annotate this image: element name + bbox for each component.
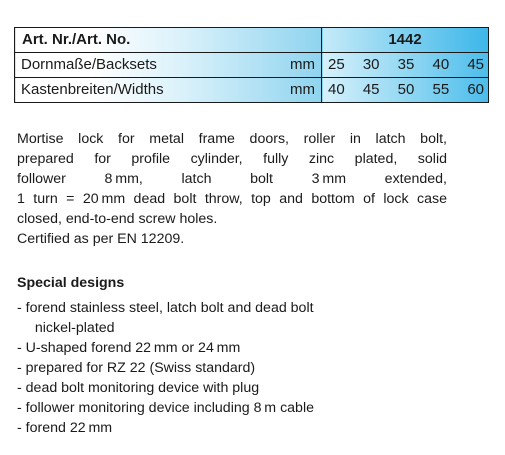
list-item: - U-shaped forend 22 mm or 24 mm (17, 340, 241, 356)
backsets-label-cell (15, 53, 322, 78)
widths-label-cell (15, 78, 322, 103)
widths-values-cell (322, 78, 489, 103)
backset-value: 25 (328, 56, 345, 73)
table-row-backsets (15, 53, 489, 78)
width-value: 60 (467, 81, 484, 98)
backset-value: 35 (397, 56, 415, 73)
list-item: - prepared for RZ 22 (Swiss standard) (17, 360, 256, 376)
list-item: - dead bolt monitoring device with plug (17, 380, 260, 396)
width-value: 55 (432, 81, 450, 98)
description-line: follower 8 mm, latch bolt 3 mm extended, (17, 171, 447, 187)
backsets-unit: mm (290, 56, 315, 73)
table-header-row (15, 28, 489, 53)
width-value: 50 (397, 81, 415, 98)
widths-label: Kastenbreiten/Widths (21, 81, 164, 98)
list-item: - follower monitoring device including 8 m cable (17, 400, 314, 416)
description-line: 1 turn = 20 mm dead bolt throw, top and bottom of lock case (17, 191, 447, 207)
description-line: closed, end-to-end screw holes. (17, 211, 218, 227)
backset-value: 45 (467, 56, 484, 73)
description-line: prepared for profile cylinder, fully zinc plated, solid (17, 151, 447, 167)
list-item: - forend stainless steel, latch bolt and dead bolt nickel-plated (17, 300, 314, 336)
special-designs-list (17, 298, 314, 438)
table-row-widths (15, 78, 489, 103)
widths-unit: mm (290, 81, 315, 98)
article-number-value: 1442 (322, 28, 489, 53)
spec-table (14, 27, 489, 103)
width-value: 45 (362, 81, 380, 98)
product-description (17, 129, 447, 249)
description-line: Mortise lock for metal frame doors, roller in latch bolt, (17, 131, 447, 147)
backsets-label: Dornmaße/Backsets (21, 56, 157, 73)
list-item: - forend 22 mm (17, 420, 113, 436)
width-value: 40 (328, 81, 345, 98)
description-line: Certified as per EN 12209. (17, 231, 185, 247)
backset-value: 30 (362, 56, 380, 73)
article-number-header: Art. Nr./Art. No. (15, 28, 322, 53)
backsets-values-cell (322, 53, 489, 78)
backset-value: 40 (432, 56, 450, 73)
special-designs-title: Special designs (17, 275, 125, 291)
